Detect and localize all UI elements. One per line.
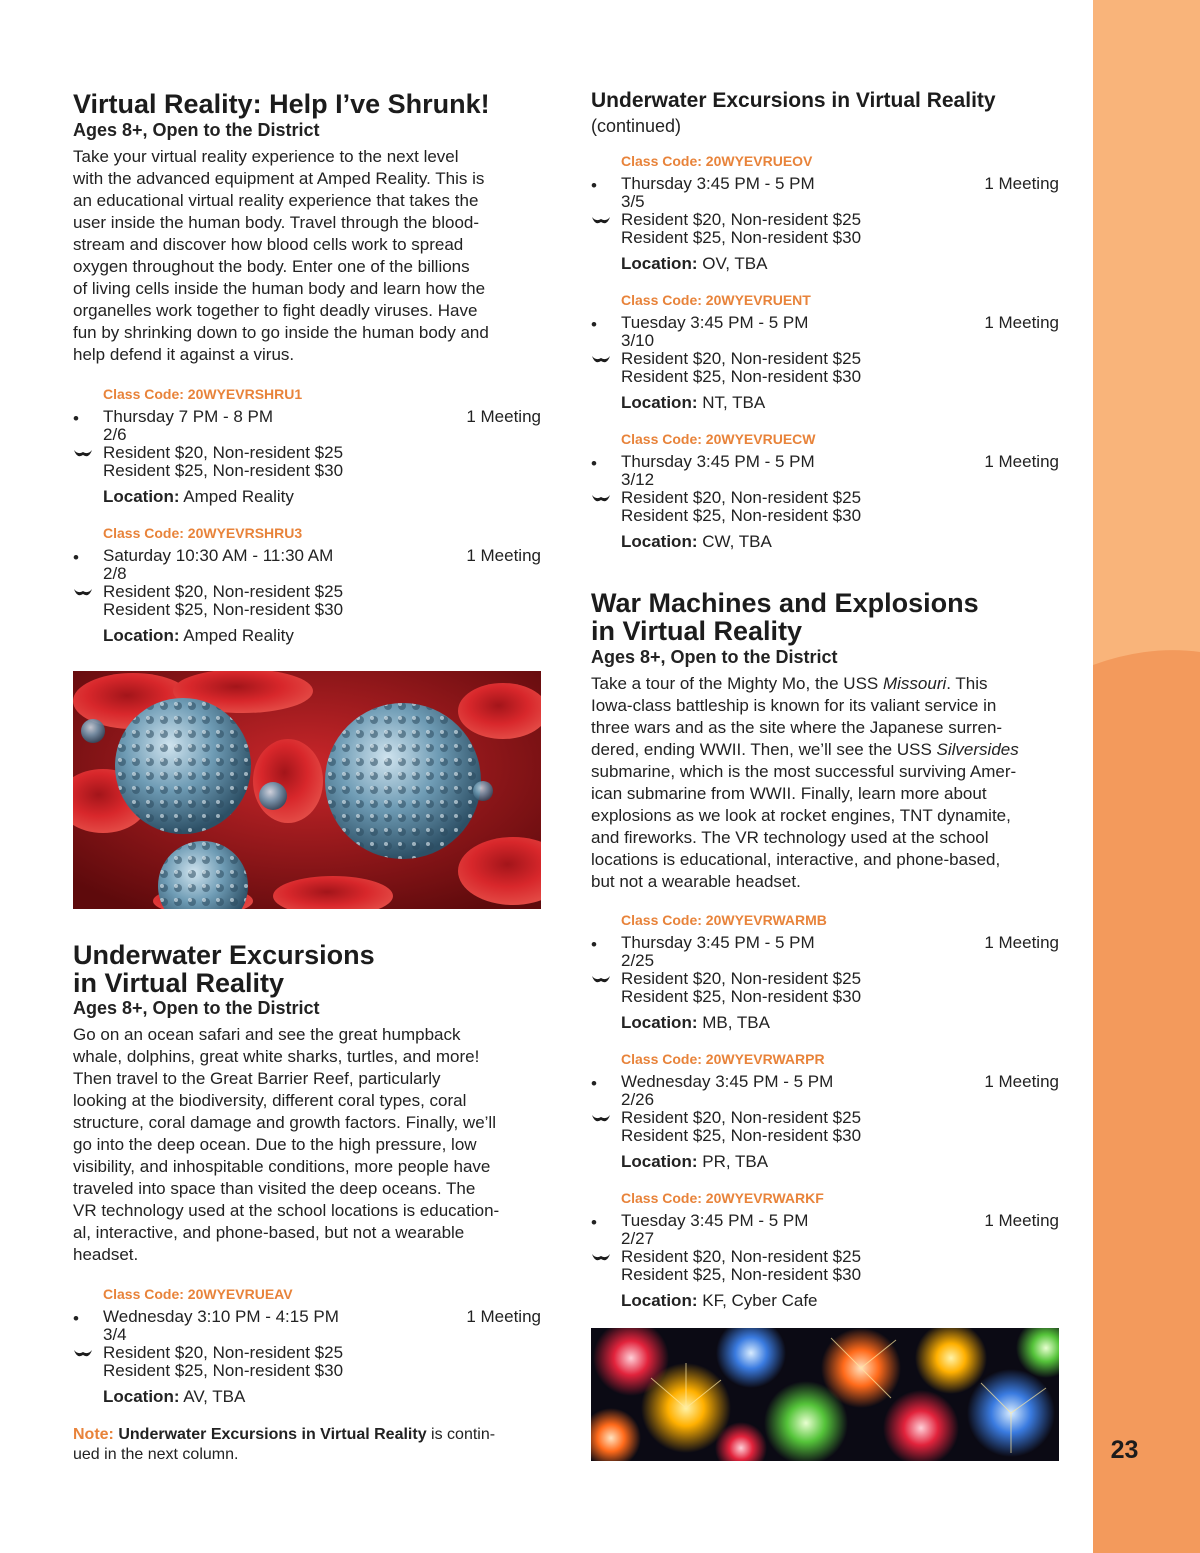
- mustache-fee-icon: [591, 974, 611, 986]
- fee-resident-alt: Resident $25, Non-resident $30: [621, 506, 862, 525]
- meeting-count: 1 Meeting: [466, 1307, 541, 1326]
- fee-resident: Resident $20, Non-resident $25: [621, 210, 862, 229]
- session-location: Location: CW, TBA: [621, 532, 772, 551]
- session-day-time: Saturday 10:30 AM - 11:30 AM: [103, 546, 334, 565]
- mustache-fee-icon: [73, 1348, 93, 1360]
- class-code: Class Code: 20WYEVRUEAV: [103, 1286, 293, 1302]
- bullet-icon: •: [591, 454, 597, 473]
- session-day-time: Thursday 3:45 PM - 5 PM: [621, 933, 815, 952]
- session-location: Location: KF, Cyber Cafe: [621, 1291, 818, 1310]
- fee-resident: Resident $20, Non-resident $25: [621, 1247, 862, 1266]
- meeting-count: 1 Meeting: [984, 933, 1059, 952]
- fee-resident: Resident $20, Non-resident $25: [103, 1343, 344, 1362]
- continuation-note: Note: Underwater Excursions in Virtual Reality is contin- ued in the next column.: [73, 1426, 496, 1463]
- session-date: 3/4: [103, 1325, 127, 1344]
- session-date: 3/5: [621, 192, 645, 211]
- meeting-count: 1 Meeting: [984, 174, 1059, 193]
- fee-resident-alt: Resident $25, Non-resident $30: [621, 987, 862, 1006]
- vr-shrunk-title: Virtual Reality: Help I’ve Shrunk!: [73, 89, 490, 119]
- fireworks-photo: [591, 1328, 1059, 1461]
- meeting-count: 1 Meeting: [466, 546, 541, 565]
- underwater-title-line2: in Virtual Reality: [73, 968, 285, 998]
- mustache-fee-icon: [73, 587, 93, 599]
- session-date: 2/6: [103, 425, 127, 444]
- bullet-icon: •: [591, 935, 597, 954]
- session-date: 3/12: [621, 470, 655, 489]
- session-location: Location: Amped Reality: [103, 487, 294, 506]
- meeting-count: 1 Meeting: [984, 452, 1059, 471]
- underwater-continued-title: Underwater Excursions in Virtual Reality: [591, 89, 996, 112]
- bullet-icon: •: [591, 1074, 597, 1093]
- meeting-count: 1 Meeting: [984, 313, 1059, 332]
- session-date: 2/26: [621, 1090, 655, 1109]
- mustache-fee-icon: [591, 215, 611, 227]
- session-location: Location: MB, TBA: [621, 1013, 770, 1032]
- class-code: Class Code: 20WYEVRWARMB: [621, 912, 827, 928]
- continued-label: (continued): [591, 116, 682, 136]
- session-location: Location: NT, TBA: [621, 393, 766, 412]
- session-day-time: Tuesday 3:45 PM - 5 PM: [621, 313, 809, 332]
- page-number: 23: [1110, 1436, 1139, 1464]
- bullet-icon: •: [591, 315, 597, 334]
- class-code: Class Code: 20WYEVRWARKF: [621, 1190, 824, 1206]
- session-day-time: Tuesday 3:45 PM - 5 PM: [621, 1211, 809, 1230]
- class-code: Class Code: 20WYEVRUEOV: [621, 153, 813, 169]
- session-date: 2/25: [621, 951, 655, 970]
- fee-resident-alt: Resident $25, Non-resident $30: [621, 367, 862, 386]
- session-location: Location: AV, TBA: [103, 1387, 246, 1406]
- fee-resident: Resident $20, Non-resident $25: [621, 349, 862, 368]
- bullet-icon: •: [73, 1309, 79, 1328]
- mustache-fee-icon: [591, 1252, 611, 1264]
- bullet-icon: •: [73, 548, 79, 567]
- class-code: Class Code: 20WYEVRWARPR: [621, 1051, 825, 1067]
- session-date: 2/8: [103, 564, 127, 583]
- session-location: Location: PR, TBA: [621, 1152, 769, 1171]
- meeting-count: 1 Meeting: [984, 1211, 1059, 1230]
- fee-resident: Resident $20, Non-resident $25: [621, 1108, 862, 1127]
- mustache-fee-icon: [591, 1113, 611, 1125]
- underwater-ages: Ages 8+, Open to the District: [73, 998, 320, 1018]
- bullet-icon: •: [591, 1213, 597, 1232]
- session-day-time: Thursday 3:45 PM - 5 PM: [621, 452, 815, 471]
- fee-resident: Resident $20, Non-resident $25: [621, 969, 862, 988]
- session-day-time: Wednesday 3:45 PM - 5 PM: [621, 1072, 834, 1091]
- underwater-title-line1: Underwater Excursions: [73, 940, 375, 970]
- mustache-fee-icon: [591, 493, 611, 505]
- session-location: Location: Amped Reality: [103, 626, 294, 645]
- vr-shrunk-description: Take your virtual reality experience to the next level with the advanced equipment at Amped Reality. This is an educational virtual reality experience that takes the user inside the human body. Travel through the blood- stream and discover how blood cells work to spread oxygen throughout the body. Enter one of the billions of living cells inside the human body and learn how the organelles work together to fight deadly viruses. Have fun by shrinking down to go inside the human body and help defend it against a virus.: [73, 147, 489, 364]
- bullet-icon: •: [591, 176, 597, 195]
- fee-resident-alt: Resident $25, Non-resident $30: [103, 461, 344, 480]
- fee-resident-alt: Resident $25, Non-resident $30: [621, 228, 862, 247]
- fee-resident-alt: Resident $25, Non-resident $30: [103, 1361, 344, 1380]
- page-sidebar-band: [1093, 0, 1200, 1553]
- fee-resident-alt: Resident $25, Non-resident $30: [621, 1126, 862, 1145]
- underwater-description: Go on an ocean safari and see the great humpback whale, dolphins, great white sharks, turtles, and more! Then travel to the Great Barrier Reef, particularly looking at the biodiversity, different coral types, coral structure, coral damage and growth factors. Finally, we’ll go into the deep ocean. Due to the high pressure, low visibility, and inhospitable conditions, more people have traveled into space than visited the deep oceans. The VR technology used at the school locations is education- al, interactive, and phone-based, but not a wearable headset.: [73, 1025, 500, 1264]
- fee-resident: Resident $20, Non-resident $25: [103, 443, 344, 462]
- class-code: Class Code: 20WYEVRUENT: [621, 292, 811, 308]
- virus-blood-cells-photo: [73, 671, 541, 909]
- session-day-time: Thursday 7 PM - 8 PM: [103, 407, 274, 426]
- fee-resident: Resident $20, Non-resident $25: [103, 582, 344, 601]
- mustache-fee-icon: [73, 448, 93, 460]
- class-code: Class Code: 20WYEVRUECW: [621, 431, 816, 447]
- meeting-count: 1 Meeting: [984, 1072, 1059, 1091]
- war-title-line2: in Virtual Reality: [591, 616, 803, 646]
- session-location: Location: OV, TBA: [621, 254, 768, 273]
- class-code: Class Code: 20WYEVRSHRU3: [103, 525, 303, 541]
- fee-resident-alt: Resident $25, Non-resident $30: [103, 600, 344, 619]
- session-date: 2/27: [621, 1229, 655, 1248]
- fee-resident-alt: Resident $25, Non-resident $30: [621, 1265, 862, 1284]
- session-day-time: Wednesday 3:10 PM - 4:15 PM: [103, 1307, 339, 1326]
- mustache-fee-icon: [591, 354, 611, 366]
- meeting-count: 1 Meeting: [466, 407, 541, 426]
- session-date: 3/10: [621, 331, 655, 350]
- bullet-icon: •: [73, 409, 79, 428]
- war-ages: Ages 8+, Open to the District: [591, 647, 838, 667]
- war-description: Take a tour of the Mighty Mo, the USS Missouri. This Iowa-class battleship is known for its valiant service in three wars and as the site where the Japanese surren- dered, ending WWII. Then, we’ll see the USS Silversides submarine, which is the most successful surviving Amer- ican submarine from WWII. Finally, learn more about explosions as we look at rocket engines, TNT dynamite, and fireworks. The VR technology used at the school locations is educational, interactive, and phone-based, but not a wearable headset.: [591, 674, 1019, 891]
- fee-resident: Resident $20, Non-resident $25: [621, 488, 862, 507]
- class-code: Class Code: 20WYEVRSHRU1: [103, 386, 303, 402]
- session-day-time: Thursday 3:45 PM - 5 PM: [621, 174, 815, 193]
- war-title-line1: War Machines and Explosions: [591, 588, 979, 618]
- vr-shrunk-ages: Ages 8+, Open to the District: [73, 120, 320, 140]
